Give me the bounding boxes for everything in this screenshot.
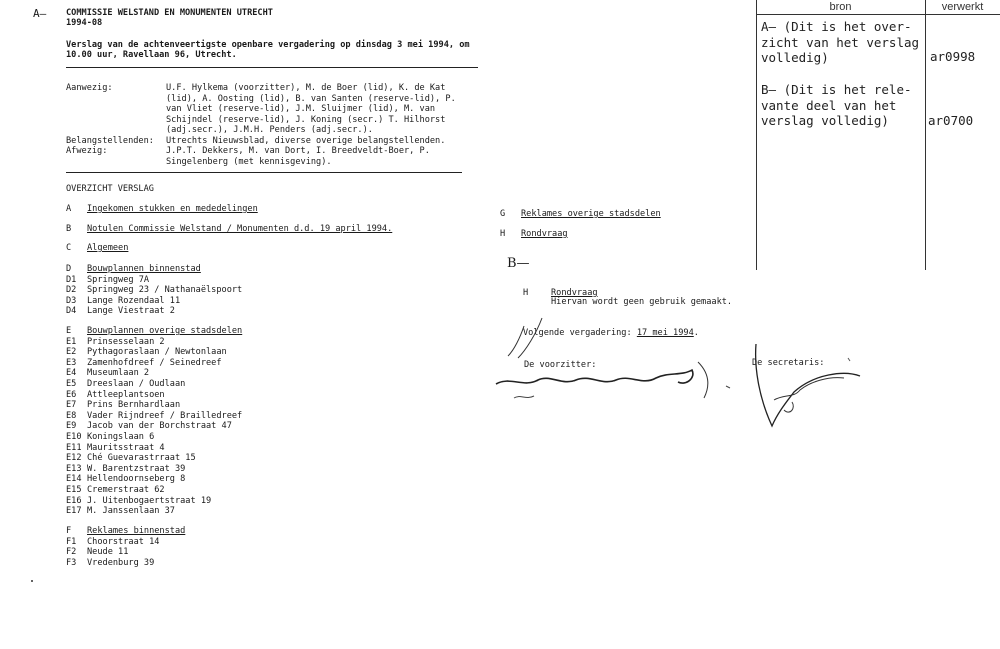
- item-code: E11: [66, 442, 82, 453]
- note-line: vante deel van het: [761, 97, 897, 113]
- stray-dot: [31, 580, 33, 582]
- present-list: [166, 83, 456, 136]
- item-code: D4: [66, 306, 77, 317]
- note-line: zicht van het verslag: [761, 34, 920, 50]
- column-header-source: bron: [829, 1, 852, 13]
- list-item: [66, 453, 196, 464]
- item-text: Attleeplantsoen: [87, 389, 165, 400]
- list-item: [66, 390, 165, 401]
- list-item: [66, 464, 185, 475]
- table-header-rule: [756, 14, 1000, 15]
- absent-list: [166, 146, 430, 167]
- attendance-rule: [66, 172, 462, 173]
- item-text: J. Uitenbogaertstraat 19: [87, 495, 212, 506]
- list-item: [66, 537, 159, 548]
- item-text: Hellendoornseberg 8: [87, 474, 186, 485]
- header-rule: [66, 67, 478, 68]
- item-code: F3: [66, 557, 77, 568]
- section-title: Reklames binnenstad: [87, 526, 186, 536]
- item-text: M. Janssenlaan 37: [87, 506, 175, 517]
- note-line: B— (Dit is het rele-: [761, 82, 912, 97]
- item-code: E1: [66, 336, 77, 347]
- list-item: [66, 358, 222, 369]
- item-code: E4: [66, 368, 77, 379]
- item-code: E3: [66, 357, 77, 368]
- section-e: [66, 326, 242, 337]
- report-title-line-2: 10.00 uur, Ravellaan 96, Utrecht.: [66, 50, 237, 60]
- section-code: D: [66, 264, 72, 274]
- source-note-b: [761, 82, 912, 129]
- section-title: Algemeen: [87, 243, 129, 253]
- rondvraag-title: Rondvraag: [551, 288, 598, 298]
- item-code: E10: [66, 432, 82, 442]
- note-line: volledig): [761, 50, 829, 65]
- item-text: Dreeslaan / Oudlaan: [87, 379, 186, 389]
- absent-label: Afwezig:: [66, 146, 108, 156]
- item-text: Springweg 7A: [87, 274, 150, 285]
- section-code: F: [66, 526, 72, 536]
- secretary-label: De secretaris:: [752, 358, 825, 368]
- marker-a: A—: [33, 7, 47, 20]
- item-text: Cremerstraat 62: [87, 485, 165, 495]
- next-meeting-label: Volgende vergadering:: [523, 328, 632, 338]
- item-text: Springweg 23 / Nathanaëlspoort: [87, 285, 243, 296]
- item-text: Zamenhofdreef / Seinedreef: [87, 357, 222, 368]
- section-title: Notulen Commissie Welstand / Monumenten d.d. 19 april 1994.: [87, 224, 393, 234]
- list-item: [66, 506, 175, 517]
- item-text: Pythagoraslaan / Newtonlaan: [87, 347, 227, 358]
- source-note-a: [761, 19, 919, 66]
- secretary-signature: [744, 340, 864, 440]
- list-item: [66, 379, 185, 390]
- report-title-line-1: Verslag van de achtenveertigste openbare vergadering op dinsdag 3 mei 1994, om: [66, 40, 470, 50]
- item-code: E14: [66, 474, 82, 485]
- list-item: [66, 400, 180, 411]
- list-item: [66, 421, 232, 432]
- item-code: E13: [66, 463, 82, 474]
- stakeholders-label: Belangstellenden:: [66, 136, 154, 146]
- item-text: Prins Bernhardlaan: [87, 400, 181, 411]
- list-item: [66, 337, 165, 348]
- table-middle-border: [925, 0, 926, 270]
- section-title: Bouwplannen binnenstad: [87, 264, 201, 274]
- section-code: C: [66, 243, 72, 253]
- overview-heading: OVERZICHT VERSLAG: [66, 184, 154, 194]
- list-item: [66, 275, 149, 286]
- item-text: Koningslaan 6: [87, 432, 155, 442]
- item-code: D3: [66, 295, 77, 306]
- rondvraag-code: H: [523, 288, 529, 298]
- present-line: (adj.secr.), J.M.H. Penders (adj.secr.).: [166, 125, 373, 135]
- item-code: E16: [66, 495, 82, 506]
- section-code: H: [500, 229, 506, 239]
- document-number: 1994-08: [66, 18, 103, 28]
- item-text: Vader Rijndreef / Brailledreef: [87, 410, 243, 421]
- absent-line: Singelenberg (met kennisgeving).: [166, 156, 332, 167]
- list-item: [66, 368, 149, 379]
- present-label: Aanwezig:: [66, 83, 113, 93]
- present-line: (lid), A. Oosting (lid), B. van Santen (reserve-lid), P.: [166, 93, 456, 104]
- item-text: Jacob van der Borchstraat 47: [87, 421, 232, 432]
- item-code: E17: [66, 506, 82, 517]
- section-a: [66, 204, 258, 215]
- rondvraag-text: Hiervan wordt geen gebruik gemaakt.: [551, 297, 733, 307]
- list-item: [66, 485, 165, 496]
- column-header-processed: verwerkt: [941, 1, 984, 13]
- list-item: [66, 347, 227, 358]
- section-code: E: [66, 326, 72, 336]
- list-item: [66, 285, 242, 296]
- note-line: verslag volledig): [761, 113, 889, 128]
- item-code: D2: [66, 285, 77, 296]
- item-text: Mauritsstraat 4: [87, 442, 165, 453]
- item-text: Choorstraat 14: [87, 536, 160, 547]
- item-text: Vredenburg 39: [87, 557, 155, 568]
- section-d: [66, 264, 201, 275]
- marker-b: B—: [507, 256, 530, 271]
- list-item: [66, 296, 180, 307]
- section-code: B: [66, 224, 72, 234]
- next-meeting-date: 17 mei 1994: [636, 328, 694, 338]
- chair-label: De voorzitter:: [524, 360, 597, 370]
- item-text: W. Barentzstraat 39: [87, 463, 186, 474]
- section-code: A: [66, 204, 72, 214]
- section-title: Rondvraag: [521, 229, 568, 239]
- section-h: [500, 229, 568, 240]
- item-code: E9: [66, 421, 77, 432]
- processed-code-a: ar0998: [930, 49, 976, 64]
- next-meeting-end: .: [693, 328, 699, 338]
- absent-line: J.P.T. Dekkers, M. van Dort, I. Breedveldt-Boer, P.: [166, 146, 430, 156]
- item-text: Neude 11: [87, 547, 129, 558]
- item-code: D1: [66, 274, 77, 285]
- processed-code-b: ar0700: [928, 113, 974, 128]
- organisation-name: COMMISSIE WELSTAND EN MONUMENTEN UTRECHT: [66, 8, 273, 18]
- item-code: E7: [66, 400, 77, 411]
- item-text: Lange Viestraat 2: [87, 306, 175, 317]
- section-b: [66, 224, 392, 235]
- chair-signature: [490, 316, 750, 406]
- item-code: E12: [66, 453, 82, 464]
- list-item: [66, 306, 175, 317]
- list-item: [66, 496, 211, 507]
- item-text: Museumlaan 2: [87, 368, 150, 379]
- section-title: Bouwplannen overige stadsdelen: [87, 326, 243, 336]
- section-title: Reklames overige stadsdelen: [521, 209, 661, 219]
- list-item: [66, 474, 185, 485]
- item-code: F2: [66, 547, 77, 558]
- item-code: E5: [66, 379, 77, 389]
- table-left-border: [756, 0, 757, 270]
- stakeholders-text: Utrechts Nieuwsblad, diverse overige belangstellenden.: [166, 136, 446, 146]
- item-text: Prinsesselaan 2: [87, 336, 165, 347]
- item-code: E8: [66, 410, 77, 421]
- present-line: U.F. Hylkema (voorzitter), M. de Boer (lid), K. de Kat: [166, 83, 446, 93]
- item-code: F1: [66, 536, 77, 547]
- item-code: E6: [66, 389, 77, 400]
- item-code: E15: [66, 485, 82, 495]
- note-line: A— (Dit is het over-: [761, 19, 912, 34]
- list-item: [66, 547, 128, 558]
- section-f: [66, 526, 185, 537]
- section-title: Ingekomen stukken en mededelingen: [87, 204, 258, 214]
- item-text: Ché Guevarastrraat 15: [87, 453, 196, 464]
- section-code: G: [500, 209, 506, 219]
- item-code: E2: [66, 347, 77, 358]
- list-item: [66, 443, 165, 454]
- present-line: Schijndel (reserve-lid), J. Koning (secr.) T. Hilhorst: [166, 114, 446, 125]
- list-item: [66, 432, 154, 443]
- item-text: Lange Rozendaal 11: [87, 295, 181, 306]
- present-line: van Vliet (reserve-lid), J.M. Sluijmer (lid), M. van: [166, 104, 436, 114]
- list-item: [66, 411, 242, 422]
- list-item: [66, 558, 154, 569]
- section-g: [500, 209, 661, 220]
- section-c: [66, 243, 128, 254]
